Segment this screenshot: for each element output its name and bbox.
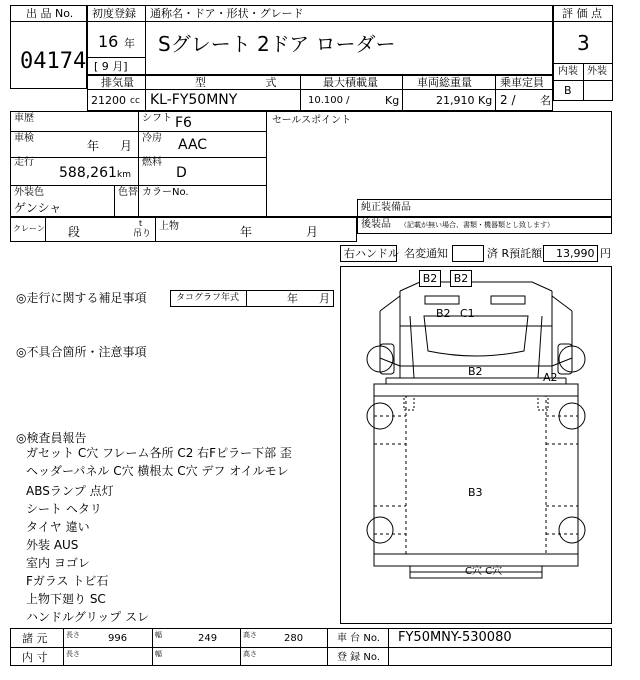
gross-weight-unit: Kg [478, 94, 493, 107]
width-label: 幅 [155, 631, 162, 639]
interior-length-label: 長さ [66, 650, 80, 658]
name-change-box [452, 245, 484, 262]
gross-weight: 21,910 [436, 94, 475, 107]
max-load-unit: Kg [385, 94, 400, 107]
sales-point-label: セールスポイント [272, 115, 352, 126]
first-reg-year: 16 [98, 32, 119, 51]
dims-label: 諸 元 [22, 632, 48, 645]
chassis-label: 車 台 No. [337, 633, 380, 644]
report-line: Fガラス トビ石 [26, 574, 109, 588]
score: 3 [577, 31, 590, 55]
max-load-label: 最大積載量 [323, 76, 378, 89]
model-name: Sグレート 2ドア ローダー [158, 32, 396, 56]
fuel-label: 燃料 [142, 157, 162, 168]
first-reg-label: 初度登録 [92, 7, 136, 20]
mileage-unit: km [117, 170, 131, 180]
upper-label: 上物 [159, 221, 179, 232]
inspector-report-label: ◎検査員報告 [16, 431, 87, 445]
report-line: 外装 AUS [26, 538, 79, 552]
crane-stage-unit: 段 [68, 225, 81, 239]
truck-bed [374, 384, 578, 578]
length-value: 996 [108, 633, 128, 644]
genuine-equipment-label: 純正装備品 [361, 202, 411, 213]
height-value: 280 [284, 633, 304, 644]
displacement: 21200 [91, 94, 126, 107]
crane-ton-unit: t [139, 219, 143, 228]
damage-label: C1 [460, 307, 475, 320]
details-block [10, 111, 612, 217]
color-no-label: カラーNo. [142, 187, 189, 198]
report-line: ABSランプ 点灯 [26, 484, 114, 498]
interior-grade: B [564, 84, 572, 97]
tacho-label: タコグラフ年式 [176, 293, 240, 303]
history-label: 車歴 [14, 113, 34, 124]
report-line: 室内 ヨゴレ [26, 556, 90, 570]
gross-weight-label: 車両総重量 [417, 76, 472, 89]
tacho-year-unit: 年 [287, 292, 298, 305]
reg-no-label: 登 録 No. [337, 652, 380, 663]
upper-year-unit: 年 [240, 225, 253, 239]
inspection-year-unit: 年 [87, 139, 100, 153]
chassis-no: FY50MNY-530080 [398, 630, 512, 645]
aftermarket-note: （記載が無い場合、書類・機器類とし致します） [400, 221, 554, 229]
name-change-label: 名変通知 [404, 247, 448, 260]
damage-label: B3 [468, 486, 483, 499]
interior-label: 内装 [558, 66, 578, 77]
displacement-unit: cc [130, 96, 140, 106]
ext-color: ゲンシャ [14, 201, 62, 215]
lot-no-label: 出 品 No. [26, 7, 74, 20]
height-label: 高さ [243, 631, 257, 639]
tacho-month-unit: 月 [319, 292, 330, 305]
report-line: ハンドルグリップ スレ [26, 610, 150, 624]
displacement-label: 排気量 [101, 76, 134, 89]
score-label: 評 価 点 [562, 7, 602, 20]
crane-row [10, 217, 357, 242]
damage-label: B2 [436, 307, 451, 320]
ext-color-label: 外装色 [14, 187, 44, 198]
damage-badge: B2 [419, 270, 441, 287]
mileage-label: 走行 [14, 157, 34, 168]
report-line: タイヤ 違い [26, 520, 90, 534]
defects-label: ◎不具合箇所・注意事項 [16, 345, 147, 359]
capacity-unit: 名 [540, 94, 551, 107]
fuel-value: D [176, 165, 187, 181]
lot-no: 04174 [20, 49, 87, 74]
report-line: ガセット C穴 フレーム各所 C2 右Fピラー下部 歪 [26, 446, 292, 460]
shift-label: シフト [142, 113, 172, 124]
ac-value: AAC [178, 137, 208, 153]
inspection-label: 車検 [14, 133, 34, 144]
recycle-label: 済 R預託額 [487, 247, 543, 260]
model-name-label: 通称名・ドア・形状・グレード [150, 7, 304, 20]
shift-value: F6 [175, 115, 192, 131]
first-reg-year-unit: 年 [124, 37, 135, 50]
max-load: 10.100 / [308, 95, 350, 106]
report-line: ヘッダーパネル C穴 横根太 C穴 デフ オイルモレ [26, 464, 289, 478]
width-value: 249 [198, 633, 218, 644]
supplement-label: ◎走行に関する補足事項 [16, 291, 147, 305]
first-reg-month: [ 9 月] [94, 60, 128, 73]
damage-label: C穴 C穴 [465, 566, 503, 577]
ac-label: 冷房 [142, 133, 162, 144]
capacity: 2 / [500, 93, 516, 107]
interior-height-label: 高さ [243, 650, 257, 658]
report-line: シート ヘタリ [26, 502, 102, 516]
damage-label: B2 [468, 365, 483, 378]
color-code-label: 色替 [118, 187, 138, 198]
capacity-label: 乗車定員 [500, 76, 544, 89]
vehicle-type: KL-FY50MNY [150, 92, 238, 108]
interior-dims-label: 内 寸 [22, 651, 48, 664]
length-label: 長さ [66, 631, 80, 639]
aftermarket-label: 後装品 [361, 219, 391, 230]
recycle-unit: 円 [600, 247, 611, 260]
type-label: 型 式 [195, 76, 305, 89]
inspection-month-unit: 月 [120, 139, 133, 153]
upper-month-unit: 月 [306, 225, 319, 239]
damage-label: A2 [543, 371, 558, 384]
rhd-label: 右ハンドル [344, 247, 399, 260]
interior-width-label: 幅 [155, 650, 162, 658]
rear-wheels [367, 403, 585, 543]
report-line: 上物下廻り SC [26, 592, 106, 606]
mileage: 588,261 [59, 165, 117, 181]
crane-lift-unit: 吊り [133, 229, 152, 239]
recycle-amount: 13,990 [556, 247, 595, 260]
damage-badge: B2 [450, 270, 472, 287]
exterior-label: 外装 [587, 66, 607, 77]
crane-label: クレーン [13, 224, 45, 233]
